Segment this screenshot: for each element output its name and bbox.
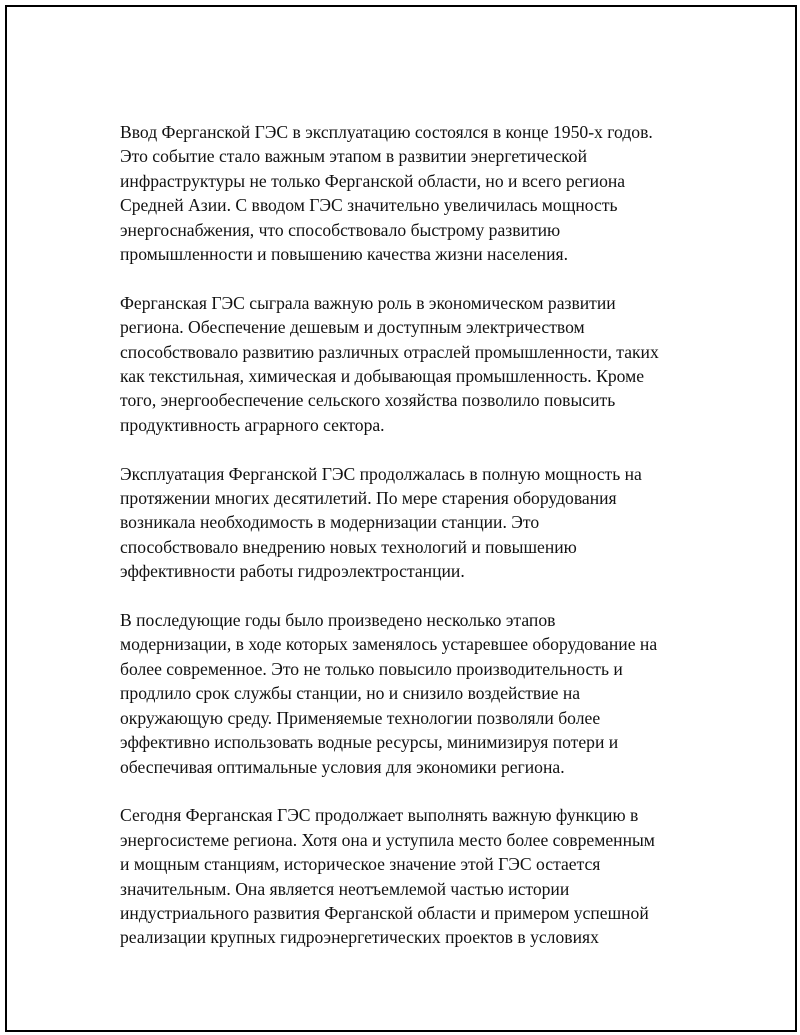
text-line: более современное. Это не только повысило производительность и	[120, 658, 623, 679]
text-line: возникала необходимость в модернизации станции. Это	[120, 512, 540, 533]
text-line: продуктивность аграрного сектора.	[120, 414, 385, 435]
text-line: эффективности работы гидроэлектростанции.	[120, 561, 465, 582]
text-line: и мощным станциям, историческое значение этой ГЭС остается	[120, 854, 601, 875]
text-line: как текстильная, химическая и добывающая промышленность. Кроме	[120, 366, 645, 387]
text-line: Ферганская ГЭС сыграла важную роль в экономическом развитии	[120, 292, 616, 313]
text-line: значительным. Она является неотъемлемой частью истории	[120, 878, 570, 899]
paragraph-4	[120, 608, 695, 779]
text-line: Эксплуатация Ферганской ГЭС продолжалась в полную мощность на	[120, 463, 642, 484]
text-line: продлило срок службы станции, но и снизило воздействие на	[120, 683, 581, 704]
text-line: окружающую среду. Применяемые технологии позволяли более	[120, 707, 601, 728]
text-line: реализации крупных гидроэнергетических проектов в условиях	[120, 927, 599, 948]
paragraph-5	[120, 803, 695, 949]
text-line: способствовало развитию различных отраслей промышленности, таких	[120, 341, 659, 362]
paragraph-1	[120, 120, 695, 266]
document-body	[120, 120, 695, 974]
paragraph-3	[120, 462, 695, 584]
text-line: региона. Обеспечение дешевым и доступным электричеством	[120, 317, 585, 338]
text-line: Это событие стало важным этапом в развитии энергетической	[120, 146, 587, 167]
text-line: способствовало внедрению новых технологий и повышению	[120, 536, 577, 557]
paragraph-2	[120, 291, 695, 437]
text-line: модернизации, в ходе которых заменялось устаревшее оборудование на	[120, 634, 658, 655]
text-line: того, энергообеспечение сельского хозяйства позволило повысить	[120, 390, 616, 411]
text-line: В последующие годы было произведено несколько этапов	[120, 610, 556, 631]
text-line: Сегодня Ферганская ГЭС продолжает выполнять важную функцию в	[120, 805, 639, 826]
text-line: энергоснабжения, что способствовало быстрому развитию	[120, 219, 561, 240]
text-line: Средней Азии. С вводом ГЭС значительно увеличилась мощность	[120, 195, 618, 216]
text-line: промышленности и повышению качества жизни населения.	[120, 244, 569, 265]
text-line: инфраструктуры не только Ферганской области, но и всего региона	[120, 170, 626, 191]
text-line: Ввод Ферганской ГЭС в эксплуатацию состоялся в конце 1950-х годов.	[120, 122, 653, 142]
text-line: индустриального развития Ферганской области и примером успешной	[120, 902, 649, 923]
text-line: энергосистеме региона. Хотя она и уступила место более современным	[120, 829, 655, 850]
document-page	[5, 5, 797, 1032]
text-line: эффективно использовать водные ресурсы, минимизируя потери и	[120, 732, 619, 753]
text-line: протяжении многих десятилетий. По мере старения оборудования	[120, 488, 617, 509]
text-line: обеспечивая оптимальные условия для экономики региона.	[120, 756, 565, 777]
